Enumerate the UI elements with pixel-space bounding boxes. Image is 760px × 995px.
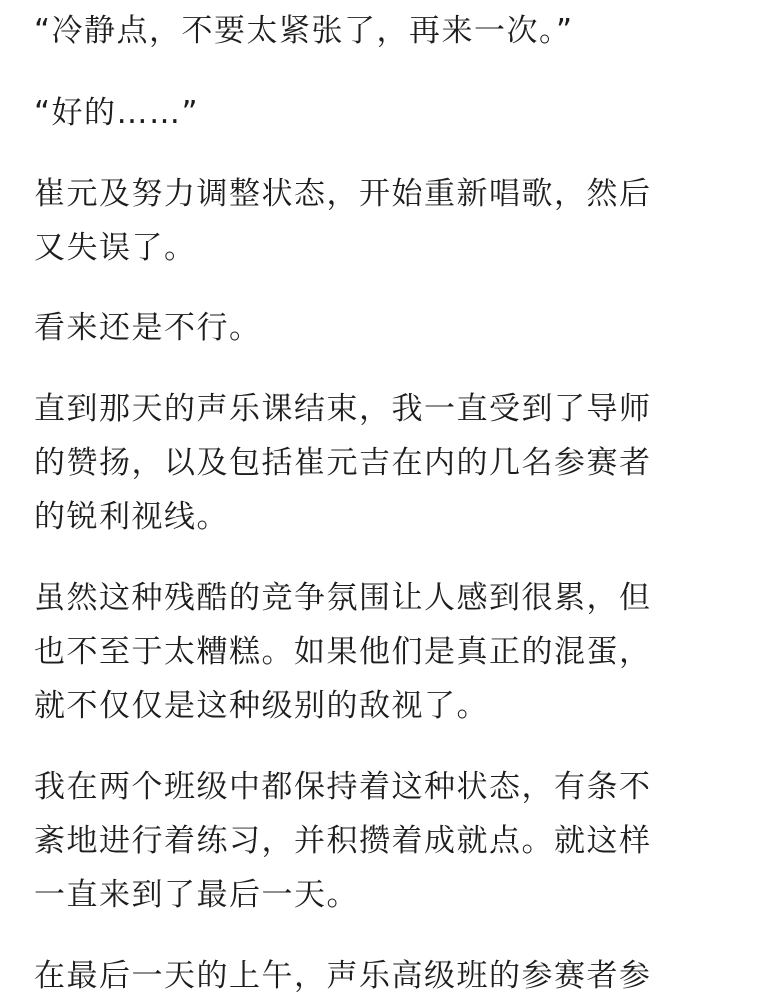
paragraph-5: 直到那天的声乐课结束，我一直受到了导师 的赞扬，以及包括崔元吉在内的几名参赛者 的锐利视线。 [34,391,652,535]
paragraph-6: 虽然这种残酷的竞争氛围让人感到很累，但 也不至于太糟糕。如果他们是真正的混蛋， 就不仅仅是这种级别的敌视了。 [34,580,652,724]
paragraph-8-partial: 在最后一天的上午，声乐高级班的参赛者参 [34,958,652,994]
paragraph-2: “好的……” [34,95,200,131]
paragraph-3: 崔元及努力调整状态，开始重新唱歌，然后 又失误了。 [34,176,652,266]
paragraph-7: 我在两个班级中都保持着这种状态，有条不 紊地进行着练习，并积攒着成就点。就这样 一直来到了最后一天。 [34,769,652,913]
paragraph-1: “冷静点，不要太紧张了，再来一次。” [34,13,574,49]
paragraph-4: 看来还是不行。 [34,310,262,346]
